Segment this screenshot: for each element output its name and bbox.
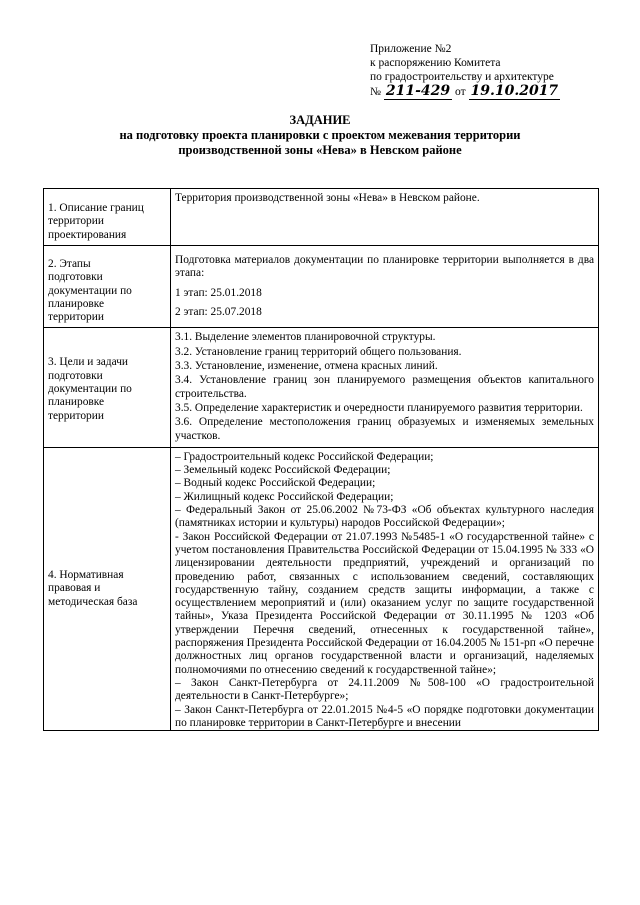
label-line: подготовки bbox=[48, 271, 103, 284]
appendix-line-2: к распоряжению Комитета bbox=[370, 57, 501, 69]
content-paragraph: – Закон Санкт-Петербурга от 24.11.2009 №508-100 «О градостроительной деятельности в Санкт-Петербурге»; bbox=[175, 676, 594, 703]
row-label bbox=[44, 447, 171, 730]
content-paragraph: – Закон Санкт-Петербурга от 22.01.2015 №4-5 «О порядке подготовки документации по планировке территории в Санкт-Петербурге и внесении bbox=[175, 703, 594, 729]
label-line: планировке bbox=[48, 297, 105, 310]
task-table bbox=[43, 188, 599, 731]
content-paragraph: – Федеральный Закон от 25.06.2002 №73-ФЗ «Об объектах культурного наследия (памятниках истории и культуры) народов Российской Федерации»; bbox=[175, 504, 594, 530]
document-title bbox=[0, 113, 640, 158]
content-paragraph: 3.3. Установление, изменение, отмена красных линий. bbox=[175, 360, 438, 373]
date-prefix: от bbox=[455, 86, 466, 98]
label-line: 3. Цели и задачи bbox=[48, 356, 129, 369]
content-paragraph: – Земельный кодекс Российской Федерации; bbox=[175, 464, 391, 477]
content-paragraph: – Водный кодекс Российской Федерации; bbox=[175, 477, 376, 490]
content-paragraph: Территория производственной зоны «Нева» в Невском районе. bbox=[175, 192, 480, 204]
content-paragraph: 1 этап: 25.01.2018 bbox=[175, 286, 262, 299]
row-content bbox=[171, 246, 599, 328]
row-label bbox=[44, 328, 171, 447]
table-row bbox=[44, 189, 599, 246]
label-line: проектирования bbox=[48, 228, 127, 241]
content-paragraph: 3.5. Определение характеристик и очередности планируемого развития территории. bbox=[175, 401, 583, 414]
label-line: территории bbox=[48, 409, 104, 422]
label-line: подготовки bbox=[48, 369, 103, 382]
order-number: 211-429 bbox=[385, 83, 451, 99]
content-paragraph: 3.2. Установление границ территорий общего пользования. bbox=[175, 345, 462, 358]
label-line: 2. Этапы bbox=[48, 258, 91, 270]
row-label bbox=[44, 189, 171, 246]
table-row bbox=[44, 447, 599, 730]
label-line: 1. Описание границ bbox=[48, 202, 144, 214]
label-line: документации по bbox=[48, 284, 132, 297]
appendix-line-1: Приложение №2 bbox=[370, 43, 452, 55]
content-paragraph: 3.6. Определение местоположения границ образуемых и изменяемых земельных участков. bbox=[175, 416, 594, 442]
appendix-number-line bbox=[370, 84, 610, 99]
number-prefix: № bbox=[370, 86, 381, 98]
row-content bbox=[171, 328, 599, 447]
order-date: 19.10.2017 bbox=[470, 83, 559, 99]
content-paragraph: Подготовка материалов документации по планировке территории выполняется в два этапа: bbox=[175, 254, 594, 280]
label-line: правовая и bbox=[48, 582, 101, 595]
row-label bbox=[44, 246, 171, 328]
content-paragraph: - Закон Российской Федерации от 21.07.1993 №5485-1 «О государственной тайне» с учетом постановления Правительства Российской Федерации от 15.04.1995 № 333 «О лицензировании деятельности предприятий, учреждений и организаций по проведению работ, связанных с использованием сведений, составляющих государственную тайну, созданием средств защиты информации, а также с осуществлением мероприятий и (или) оказанием услуг по защите государственной тайны», Указа Президента Российской Федерации от 30.11.1995 № 1203 «Об утверждении Перечня сведений, отнесенных к государственной тайне», распоряжения Президента Российской Федерации от 16.04.2005 № 151-рп «О перечне должностных лиц органов государственной власти и организаций, наделяемых полномочиями по отнесению сведений к государственной тайне»; bbox=[175, 530, 594, 676]
label-line: методическая база bbox=[48, 595, 138, 608]
content-paragraph: – Жилищный кодекс Российской Федерации; bbox=[175, 490, 394, 503]
content-paragraph: 2 этап: 25.07.2018 bbox=[175, 305, 262, 318]
row-content bbox=[171, 447, 599, 730]
label-line: территории bbox=[48, 215, 104, 228]
row-content bbox=[171, 189, 599, 246]
appendix-block bbox=[370, 42, 610, 99]
title-line-3: производственной зоны «Нева» в Невском районе bbox=[178, 143, 462, 157]
table-row bbox=[44, 246, 599, 328]
label-line: планировке bbox=[48, 396, 105, 409]
title-line-1: ЗАДАНИЕ bbox=[289, 113, 351, 127]
table-row bbox=[44, 328, 599, 447]
content-paragraph: 3.1. Выделение элементов планировочной структуры. bbox=[175, 331, 436, 344]
content-paragraph: – Градостроительный кодекс Российской Федерации; bbox=[175, 450, 434, 463]
content-paragraph: 3.4. Установление границ зон планируемого размещения объектов капитального строительства. bbox=[175, 374, 594, 400]
title-line-2: на подготовку проекта планировки с проектом межевания территории bbox=[119, 128, 521, 142]
appendix-line-3: по градостроительству и архитектуре bbox=[370, 71, 554, 83]
label-line: 4. Нормативная bbox=[48, 569, 124, 582]
label-line: территории bbox=[48, 311, 104, 324]
label-line: документации по bbox=[48, 383, 132, 396]
